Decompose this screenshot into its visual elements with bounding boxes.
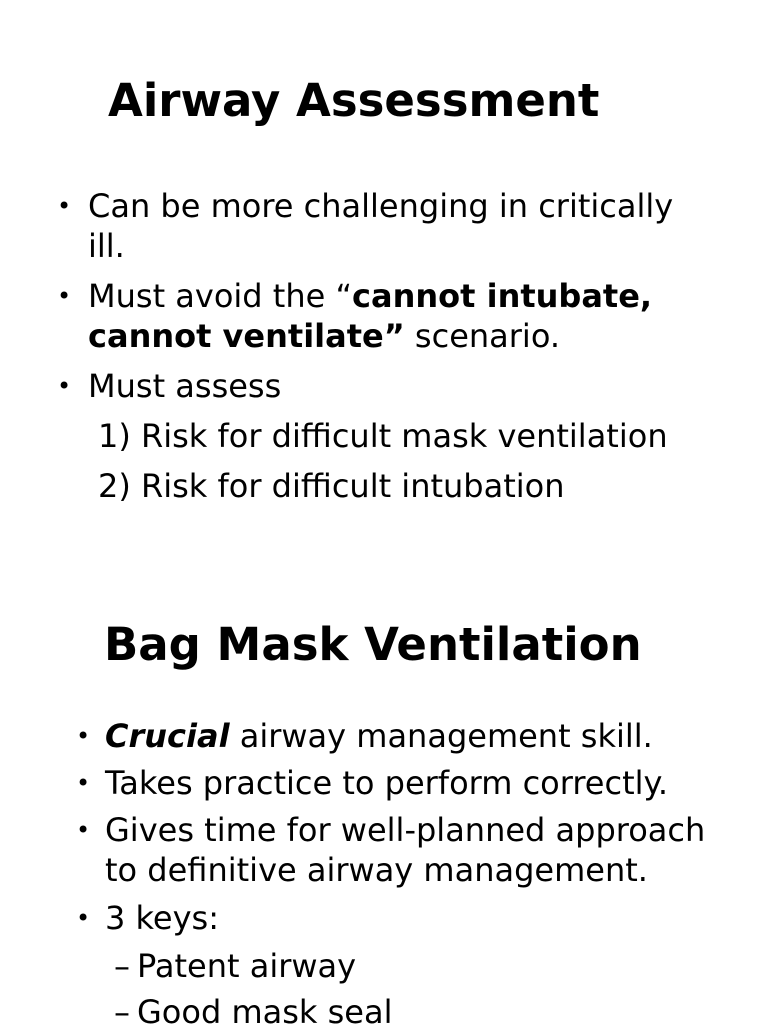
bullet-text xyxy=(105,716,653,756)
bullet-text: Gives time for well-planned approach xyxy=(105,811,706,849)
item-number: 2) xyxy=(98,467,131,505)
bullet-icon: • xyxy=(57,192,72,220)
bullet-text-plain: airway management skill. xyxy=(229,717,653,755)
slide2-bullet-list xyxy=(76,716,756,1036)
bullet-text-bold: cannot ventilate” xyxy=(88,317,405,355)
bullet-text xyxy=(88,316,560,356)
dash-marker: – xyxy=(114,993,130,1031)
sub-item-text: Patent airway xyxy=(137,947,357,985)
dash-marker: – xyxy=(114,947,130,985)
bullet-text: 3 keys: xyxy=(105,899,219,937)
bullet-icon: • xyxy=(76,722,91,750)
bullet-icon: • xyxy=(57,282,72,310)
bullet-text: Can be more challenging in critically xyxy=(88,187,674,225)
bullet-text: ill. xyxy=(88,227,125,265)
bullet-text-plain: Must avoid the “ xyxy=(88,277,353,315)
bullet-text: Takes practice to perform correctly. xyxy=(105,764,669,802)
bullet-icon: • xyxy=(76,904,91,932)
bullet-text xyxy=(88,276,652,316)
sub-item-text: Risk for difficult intubation xyxy=(141,467,565,505)
bullet-text-emphasis: Crucial xyxy=(105,717,230,755)
bullet-text: Must assess xyxy=(88,367,282,405)
sub-item-text: Risk for difficult mask ventilation xyxy=(141,417,668,455)
slide2-title: Bag Mask Ventilation xyxy=(104,618,642,671)
bullet-text-bold: cannot intubate, xyxy=(352,277,653,315)
bullet-text: to definitive airway management. xyxy=(105,851,648,889)
item-number: 1) xyxy=(98,417,131,455)
bullet-icon: • xyxy=(76,769,91,797)
bullet-text-plain: scenario. xyxy=(404,317,560,355)
slide1-bullet-list xyxy=(57,186,757,516)
sub-item-text: Good mask seal xyxy=(137,993,393,1031)
slide1-title: Airway Assessment xyxy=(108,74,600,127)
bullet-icon: • xyxy=(76,816,91,844)
bullet-icon: • xyxy=(57,372,72,400)
